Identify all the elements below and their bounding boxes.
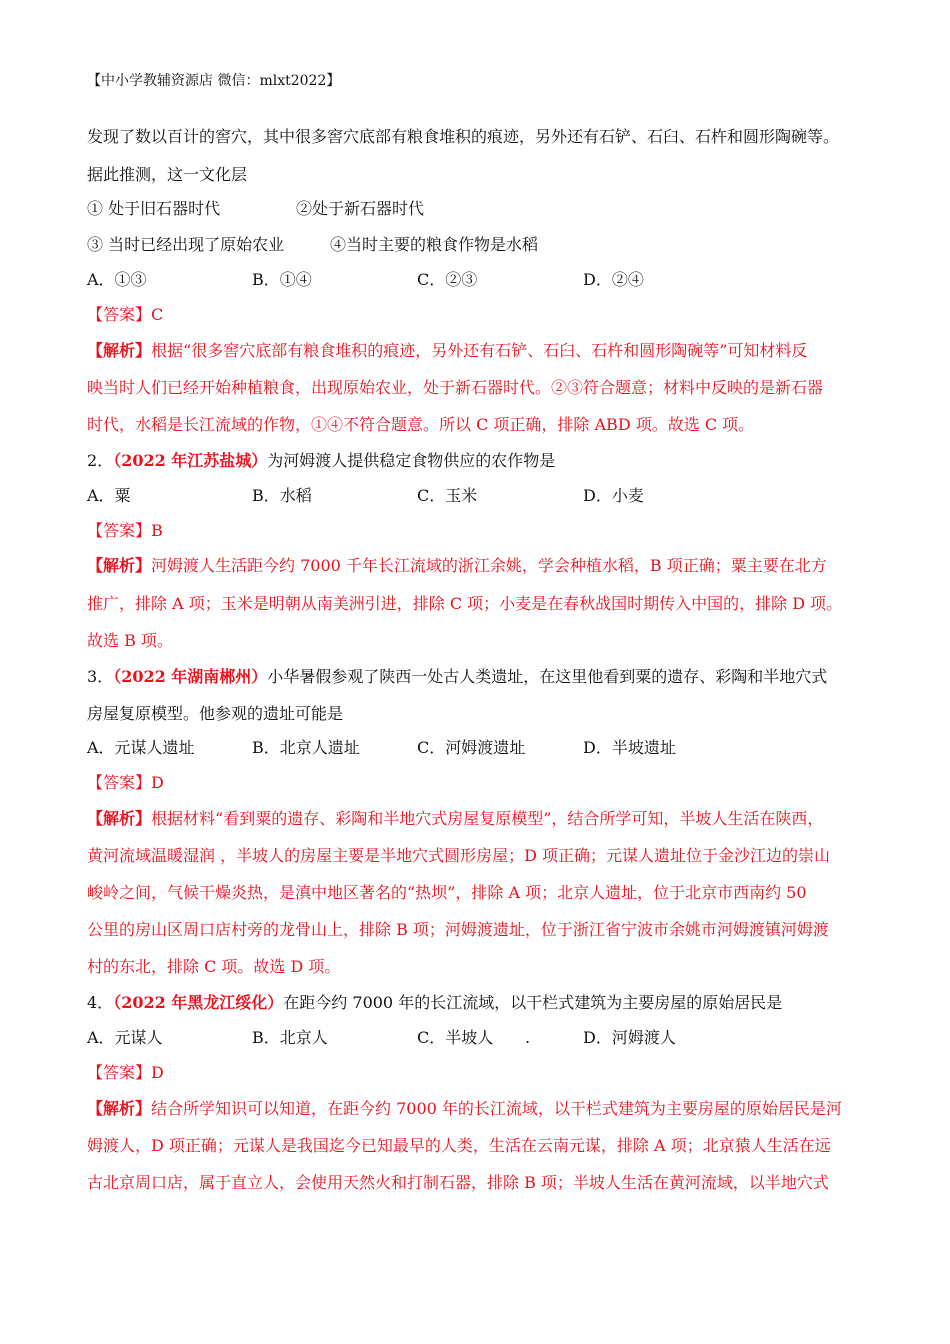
q3-option-d: D．半坡遗址: [583, 738, 676, 757]
q1-analysis-line: [87, 341, 807, 361]
q1-stem-line: 发现了数以百计的窖穴，其中很多窖穴底部有粮食堆积的痕迹，另外还有石铲、石臼、石杵和圆形陶碗等。: [87, 127, 840, 146]
q3-stem: [87, 667, 827, 687]
q2-stem: [87, 451, 555, 471]
q4-dot: .: [525, 1028, 531, 1047]
q3-analysis-line: 黄河流域温暖湿润 ，半坡人的房屋主要是半地穴式圆形房屋；D 项正确；元谋人遗址位于金沙江边的崇山: [87, 846, 831, 865]
q4-option-d: D．河姆渡人: [583, 1028, 676, 1047]
q1-item: ②处于新石器时代: [296, 199, 425, 218]
q1-item: ③ 当时已经出现了原始农业: [87, 235, 285, 254]
q2-analysis-line: [87, 556, 827, 576]
q3-option-b: B．北京人遗址: [252, 738, 360, 757]
q3-stem-line: 房屋复原模型。他参观的遗址可能是: [87, 704, 344, 723]
q4-analysis-line: 古北京周口店，属于直立人，会使用天然火和打制石器，排除 B 项；半坡人生活在黄河流域，以半地穴式: [87, 1173, 829, 1192]
q4-source: （2022 年黑龙江绥化）: [113, 993, 284, 1012]
q1-option-d: D．②④: [583, 270, 644, 289]
q3-stem-text: 小华暑假参观了陕西一处古人类遗址，在这里他看到粟的遗存、彩陶和半地穴式: [267, 667, 828, 686]
q2-stem-text: 为河姆渡人提供稳定食物供应的农作物是: [267, 451, 556, 470]
analysis-text: 结合所学知识可以知道，在距今约 7000 年的长江流域，以干栏式建筑为主要房屋的原始居民是河: [151, 1099, 842, 1118]
analysis-text: 根据材料“看到粟的遗存、彩陶和半地穴式房屋复原模型”，结合所学可知，半坡人生活在陕西，: [151, 809, 824, 828]
analysis-label: 【解析】: [87, 809, 152, 828]
q1-answer: 【答案】C: [87, 305, 164, 324]
q4-analysis-line: [87, 1099, 842, 1119]
q4-option-a: A．元谋人: [87, 1028, 163, 1047]
q1-option-c: C．②③: [417, 270, 478, 289]
q1-item: ④当时主要的粮食作物是水稻: [330, 235, 539, 254]
q3-option-c: C．河姆渡遗址: [417, 738, 526, 757]
q3-source: （2022 年湖南郴州）: [113, 667, 268, 686]
q4-option-c: C．半坡人: [417, 1028, 494, 1047]
q2-analysis-line: 故选 B 项。: [87, 631, 173, 650]
q3-analysis-line: 公里的房山区周口店村旁的龙骨山上，排除 B 项；河姆渡遗址，位于浙江省宁波市余姚市河姆渡镇河姆渡: [87, 920, 829, 939]
page-header: 【中小学教辅资源店 微信：mlxt2022】: [87, 73, 341, 89]
analysis-label: 【解析】: [87, 556, 152, 575]
q3-analysis-line: 峻岭之间，气候干燥炎热，是滇中地区著名的“热坝”，排除 A 项；北京人遗址，位于北京市西南约 50: [87, 883, 807, 902]
q3-answer: 【答案】D: [87, 773, 164, 792]
q2-analysis-line: 推广，排除 A 项；玉米是明朝从南美洲引进，排除 C 项；小麦是在春秋战国时期传入中国的，排除 D 项。: [87, 594, 843, 613]
q3-option-a: A．元谋人遗址: [87, 738, 195, 757]
q2-option-c: C．玉米: [417, 486, 478, 505]
q1-analysis-line: 映当时人们已经开始种植粮食，出现原始农业，处于新石器时代。②③符合题意；材料中反映的是新石器: [87, 378, 824, 397]
q4-answer: 【答案】D: [87, 1063, 164, 1082]
q1-option-a: A．①③: [87, 270, 147, 289]
q2-source: （2022 年江苏盐城）: [113, 451, 268, 470]
q4-stem-text: 在距今约 7000 年的长江流域，以干栏式建筑为主要房屋的原始居民是: [283, 993, 783, 1012]
q4-stem: [87, 993, 782, 1013]
analysis-label: 【解析】: [87, 341, 152, 360]
q4-option-b: B．北京人: [252, 1028, 328, 1047]
q3-analysis-line: 村的东北，排除 C 项。故选 D 项。: [87, 957, 341, 976]
analysis-label: 【解析】: [87, 1099, 152, 1118]
q2-number: 2．: [87, 451, 114, 470]
q4-number: 4．: [87, 993, 114, 1012]
analysis-text: 根据“很多窖穴底部有粮食堆积的痕迹，另外还有石铲、石臼、石杵和圆形陶碗等”可知材料反: [151, 341, 808, 360]
q1-option-b: B．①④: [252, 270, 312, 289]
q1-item: ① 处于旧石器时代: [87, 199, 221, 218]
q1-analysis-line: 时代，水稻是长江流域的作物，①④不符合题意。所以 C 项正确，排除 ABD 项。故选 C 项。: [87, 415, 755, 434]
q3-number: 3．: [87, 667, 114, 686]
q3-analysis-line: [87, 809, 823, 829]
analysis-text: 河姆渡人生活距今约 7000 千年长江流域的浙江余姚，学会种植水稻，B 项正确；粟主要在北方: [151, 556, 827, 575]
q4-analysis-line: 姆渡人，D 项正确；元谋人是我国迄今已知最早的人类，生活在云南元谋，排除 A 项；北京猿人生活在远: [87, 1136, 831, 1155]
q2-option-b: B．水稻: [252, 486, 312, 505]
q2-option-a: A．粟: [87, 486, 131, 505]
q1-stem-line: 据此推测，这一文化层: [87, 165, 248, 184]
q2-answer: 【答案】B: [87, 521, 163, 540]
q2-option-d: D．小麦: [583, 486, 644, 505]
